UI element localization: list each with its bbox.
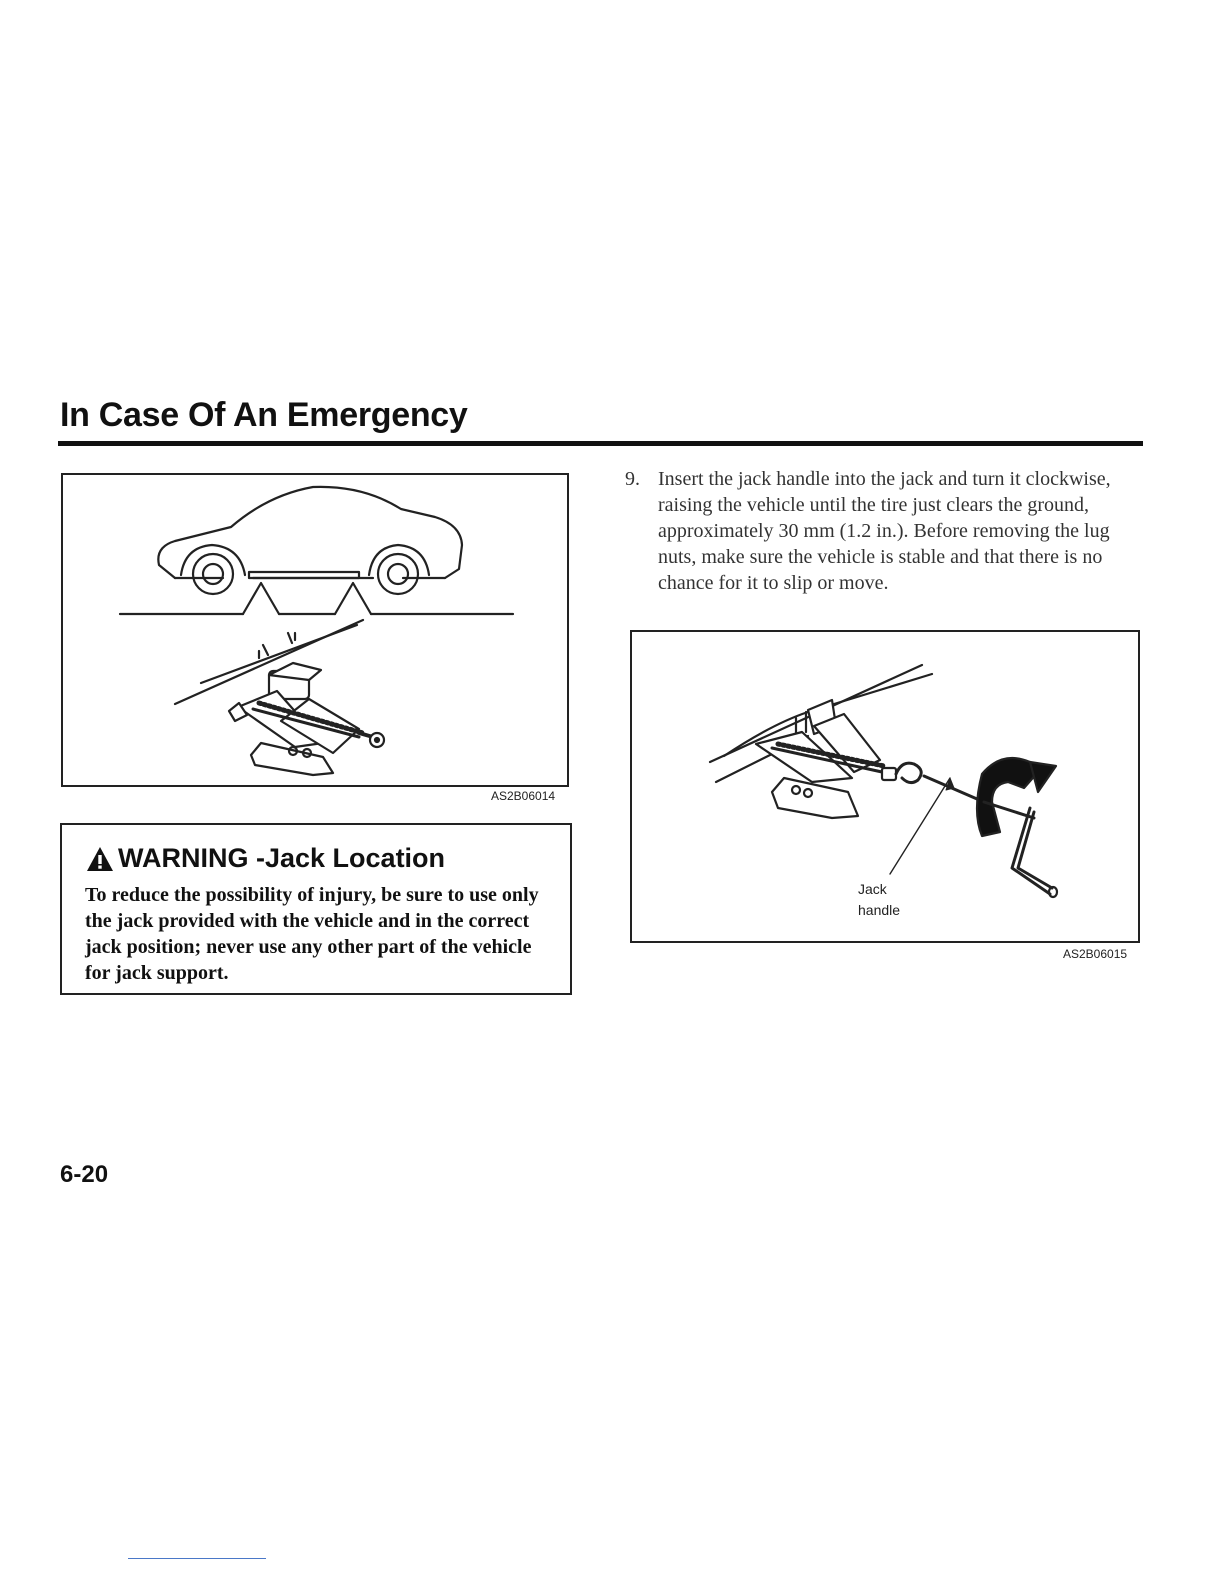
front-wheel: [193, 554, 233, 594]
warning-text: To reduce the possibility of injury, be sure to use only the jack provided with the vehicle and in the correct jack position; never use any other part of the vehicle for jack support.: [85, 884, 539, 984]
page-number: 6-20: [60, 1161, 109, 1188]
footer-rule: [128, 1558, 266, 1559]
front-jack-point-marker: [243, 583, 279, 614]
callout-leader-line: [890, 778, 950, 874]
scissor-jack: [756, 700, 896, 818]
callout-line: handle: [858, 902, 901, 918]
figure-code: AS2B06015: [1063, 947, 1128, 961]
rear-jack-point-marker: [335, 583, 371, 614]
step-number: 9.: [625, 468, 640, 490]
warning-heading: [86, 843, 445, 874]
scissor-jack: [229, 663, 384, 775]
callout-line: Jack: [858, 881, 887, 897]
tire-segment: [977, 758, 1038, 836]
warning-triangle-icon: [86, 846, 114, 872]
rear-wheel: [378, 554, 418, 594]
figure-code: AS2B06014: [491, 789, 556, 803]
section-title: In Case Of An Emergency: [60, 396, 468, 434]
jack-location-illustration: [61, 473, 569, 787]
warning-box: [60, 823, 572, 995]
jack-handle-label: [858, 879, 900, 921]
step-text: Insert the jack handle into the jack and turn it clockwise, raising the vehicle until the tire just clears the ground, approximately 30 mm (1.2 in.). Before removing the lug nuts, make sure the vehicle is stable and that there is no chance for it to slip or move.: [658, 468, 1111, 594]
rotation-arrow-icon: [1030, 762, 1056, 792]
warning-heading-text: WARNING -Jack Location: [118, 843, 446, 873]
title-rule: [58, 441, 1143, 446]
car-and-jack-drawing: [63, 475, 567, 785]
